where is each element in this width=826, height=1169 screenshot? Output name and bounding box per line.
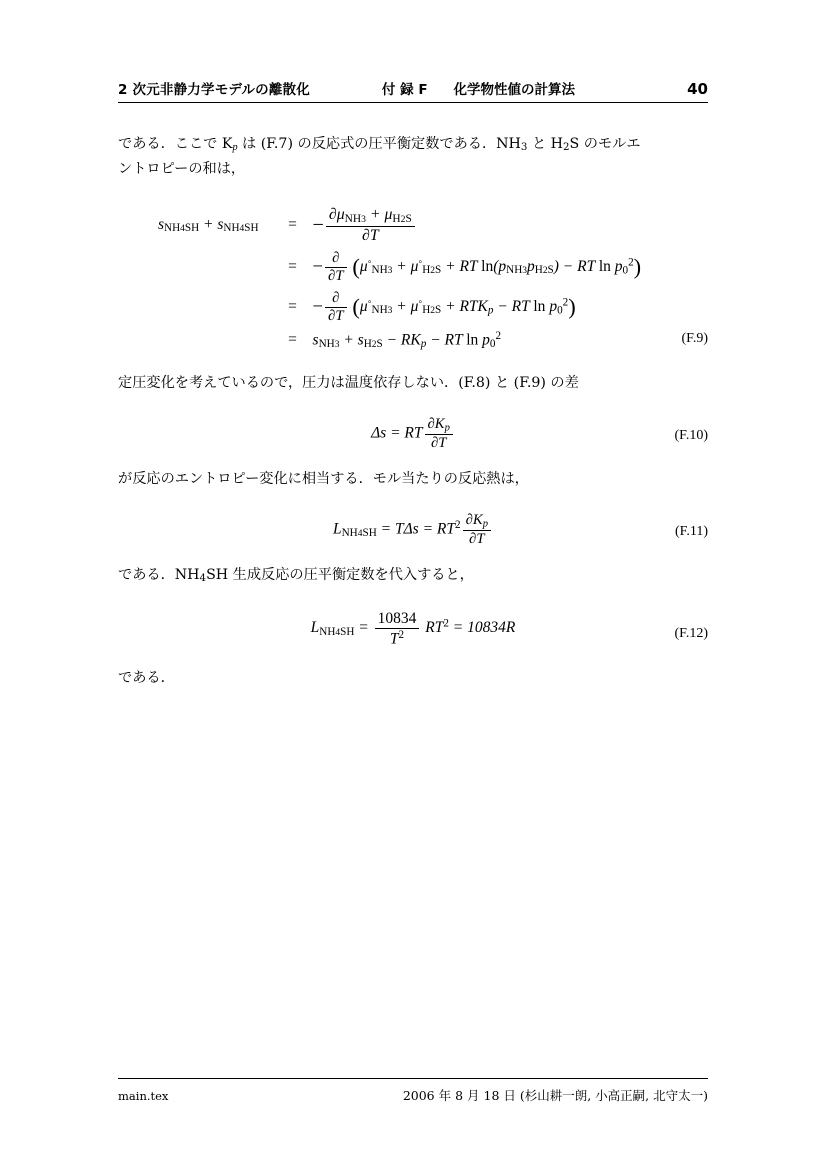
paragraph-4-sub: 4 <box>199 573 207 585</box>
equation-f9-number: (F.9) <box>681 331 708 347</box>
paragraph-3: が反応のエントロピー変化に相当する．モル当たりの反応熱は， <box>118 471 529 488</box>
header-page-number: 40 <box>687 80 708 98</box>
equation-f12-denominator: T <box>389 630 399 648</box>
document-body <box>118 132 708 694</box>
equation-f10-body: Δs = RT $\frac{\partial K_p}{\partial T}$ <box>118 416 708 452</box>
paragraph-2: 定圧変化を考えているので，圧力は温度依存しない．(F.8) と (F.9) の差 <box>118 375 579 392</box>
equation-f10-number: (F.10) <box>674 427 708 443</box>
equation-f9-align <box>158 203 641 353</box>
equation-f12-number: (F.12) <box>674 626 708 642</box>
equation-f12 <box>118 610 708 647</box>
equation-f9-rel-2: = <box>288 258 297 276</box>
paragraph-1-seg-3: と H <box>527 136 564 152</box>
equation-f12-body: $L_{NH4SH}$ = $\frac{10834}{T^2}$ $RT^2 = 10834R$ <box>310 610 516 648</box>
paragraph-1 <box>118 132 708 181</box>
paragraph-1-sub-2: 2 <box>563 142 570 154</box>
page-header <box>118 78 708 98</box>
paragraph-4-seg-2: SH 生成反応の圧平衡定数を代入すると， <box>206 567 474 584</box>
page-footer <box>118 1086 708 1104</box>
header-rule <box>118 102 708 103</box>
footer-info: 2006 年 8 月 18 日 (杉山耕一朗, 小高正嗣, 北守太一) <box>402 1088 708 1103</box>
paragraph-1-seg-4: S のモルエ <box>569 136 641 152</box>
equation-f9-lhs-blank-1 <box>158 247 273 287</box>
header-appendix-label: 付 録 F <box>381 82 428 98</box>
equation-f9-rhs-3: − $\frac{\partial}{\partial T}$ ($\mu^◦_{NH3} + \mu^◦_{H2S} + RTK_p$ − RT $\ln p_0^2$) <box>312 290 576 324</box>
equation-f12-numerator: 10834 <box>375 610 420 628</box>
paragraph-1-seg-1: である．ここで K <box>118 136 233 152</box>
equation-f9-rhs-1: − $\frac{\partial\mu_{NH3} + \mu_{H2S}}{\partial T}$ <box>313 203 642 247</box>
equation-f9-lhs: $s_{NH4SH} + s_{NH4SH}$ <box>158 216 259 235</box>
equation-f12-result: 10834R <box>467 619 516 637</box>
equation-f10 <box>118 416 708 452</box>
paragraph-1-seg-2: は (F.7) の反応式の圧平衡定数である．NH <box>237 136 521 152</box>
equation-f9 <box>118 203 708 353</box>
equation-f11-number: (F.11) <box>675 523 708 539</box>
paragraph-5: である． <box>118 669 175 686</box>
equation-f9-rhs-2: − $\frac{\partial}{\partial T}$ ($\mu^◦_{NH3} + \mu^◦_{H2S}$ + RT $\ln(p_{NH3}p_{H2S})$ − RT $\ln p_0^2$) <box>312 250 642 284</box>
paragraph-1-sub-3: 3 <box>520 142 528 154</box>
header-appendix-title: 化学物性値の計算法 <box>453 82 576 98</box>
equation-f9-rel-3: = <box>288 298 297 316</box>
equation-f11 <box>118 512 708 548</box>
equation-f9-rhs-4: $s_{NH3} + s_{H2S} - RK_p$ − RT $\ln p_0^2$ <box>312 330 502 351</box>
equation-f12-denominator-exp: 2 <box>398 628 405 641</box>
footer-rule <box>118 1078 708 1079</box>
paragraph-1-sub-p: p <box>232 142 238 154</box>
header-chapter-title: 2 次元非静力学モデルの離散化 <box>118 82 310 98</box>
equation-f9-lhs-blank-3 <box>158 327 273 353</box>
footer-filename: main.tex <box>118 1089 169 1103</box>
equation-f11-body: $L_{NH4SH} = T\Delta s = RT^2$ $\frac{\partial K_p}{\partial T}$ <box>118 512 708 548</box>
equation-f9-rel-1: = <box>288 216 297 234</box>
paragraph-4-seg-1: である．NH <box>118 567 200 584</box>
equation-f9-lhs-blank-2 <box>158 287 273 327</box>
paragraph-1-line-2: ントロピーの和は， <box>118 160 246 177</box>
paragraph-4 <box>118 563 708 588</box>
equation-f9-rel-4: = <box>288 331 297 349</box>
